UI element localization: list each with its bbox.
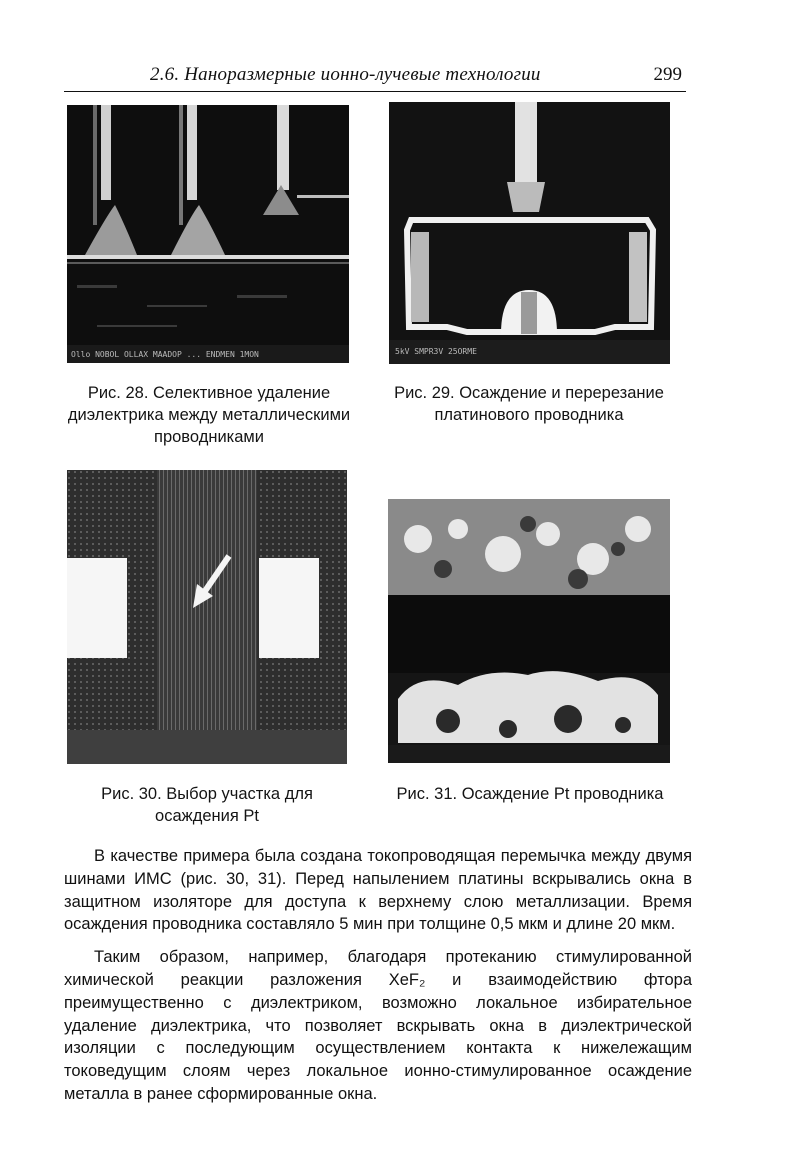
page-number: 299 [653,64,682,85]
figure-31-caption: Рис. 31. Осаждение Pt проводника [396,785,664,803]
figure-31-image [388,499,670,763]
figure-30-caption: Рис. 30. Выбор участка для осаждения Pt [101,785,313,825]
running-head [64,58,686,92]
figure-29-caption: Рис. 29. Осаждение и перерезание платинового проводника [394,384,664,424]
header-rule [64,91,686,92]
figure-29-overlay-text: 5kV SMPR3V 25ORME [395,347,477,356]
running-title: 2.6. Наноразмерные ионно-лучевые технологии [150,64,541,85]
paragraph-2: Таким образом, например, благодаря протеканию стимулированной химической реакции разложения XeF₂ и взаимодействию фтора преимущественно с диэлектриком, возможно локальное избирательное удаление диэлектрика, что позволяет вскрывать окна в диэлектрической изоляции с последующим осуществлением контакта к нижележащим токоведущим слоям через локальное ионно-стимулированное осаждение металла в ранее сформированные окна. [64,948,692,1103]
paragraph-1: В качестве примера была создана токопроводящая перемычка между двумя шинами ИМС (рис. 30, 31). Перед напылением платины вскрывались окна в защитном изоляторе для доступа к верхнему слою металлизации. Время осаждения проводника составляло 5 мин при толщине 0,5 мкм и длине 20 мкм. [64,847,692,934]
figure-28-caption: Рис. 28. Селективное удаление диэлектрика между металлическими проводниками [67,384,351,446]
figure-28-overlay-text: Ollo NOBOL OLLAX MAADOP ... ENDMEN 1MON [71,350,259,359]
figure-28-image [67,105,349,363]
figure-30-image [67,470,347,764]
body-text [64,845,692,1116]
figure-29-image [389,102,670,364]
